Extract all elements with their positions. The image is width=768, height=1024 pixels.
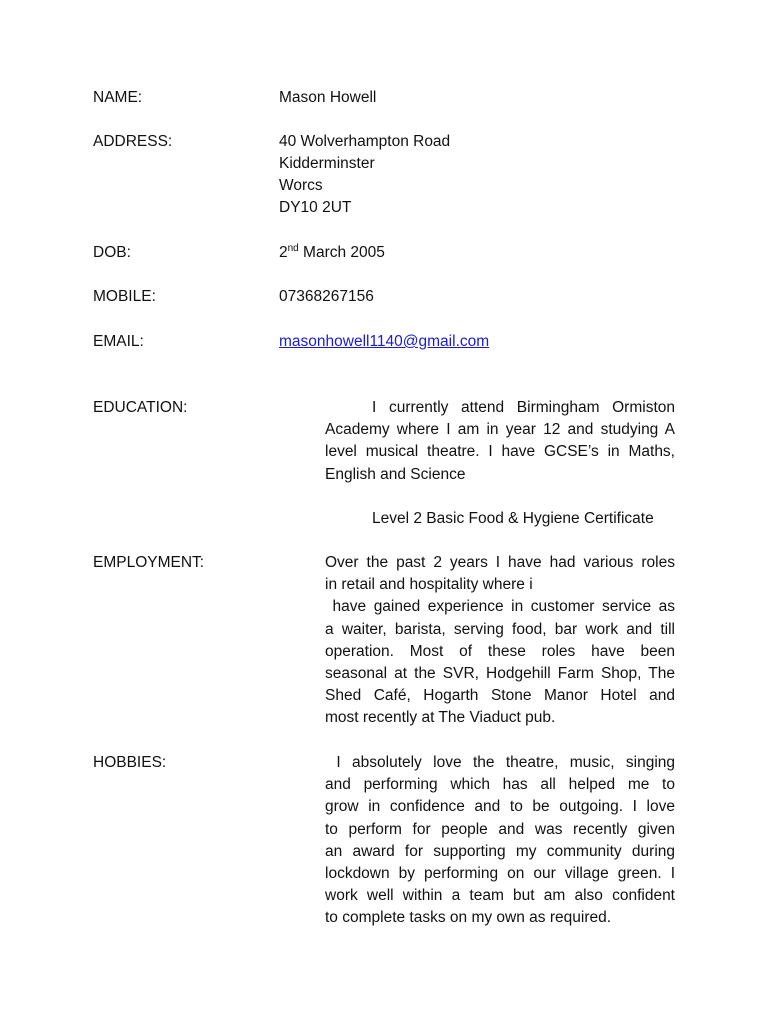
hobbies-label: HOBBIES:	[93, 754, 167, 771]
hobbies-line: lockdown by performing on our village green. I	[325, 864, 675, 882]
employment-line: in retail and hospitality where i	[325, 576, 533, 594]
employment-line: have gained experience in customer service as	[325, 598, 675, 616]
education-certificate: Level 2 Basic Food & Hygiene Certificate	[372, 510, 654, 527]
dob-label: DOB:	[93, 244, 131, 261]
hobbies-line: to complete tasks on my own as required.	[325, 909, 612, 927]
dob-suffix: nd	[287, 242, 299, 254]
hobbies-line: I absolutely love the theatre, music, singing	[325, 754, 675, 771]
mobile-value: 07368267156	[279, 288, 374, 305]
employment-line: operation. Most of these roles have been	[325, 642, 675, 660]
address-line: 40 Wolverhampton Road	[279, 133, 451, 150]
email-label: EMAIL:	[93, 333, 144, 350]
hobbies-line: grow in confidence and to be outgoing. I love	[325, 798, 675, 816]
employment-label: EMPLOYMENT:	[93, 554, 205, 571]
hobbies-line: work well within a team but am also confident	[325, 887, 675, 905]
email-value	[279, 331, 489, 353]
employment-line: most recently at The Viaduct pub.	[325, 709, 556, 727]
name-value: Mason Howell	[279, 89, 377, 106]
dob-rest: March 2005	[298, 244, 385, 261]
employment-line: a waiter, barista, serving food, bar work and till	[325, 620, 675, 638]
employment-line: Shed Café, Hogarth Stone Manor Hotel and	[325, 687, 675, 705]
hobbies-line: an award for supporting my community during	[325, 842, 675, 860]
dob-day: 2	[279, 244, 288, 261]
education-text	[325, 397, 675, 486]
employment-line: seasonal at the SVR, Hodgehill Farm Shop, The	[325, 664, 675, 682]
dob-value	[279, 242, 385, 264]
education-line: level musical theatre. I have GCSE’s in Maths,	[325, 443, 675, 461]
address-label: ADDRESS:	[93, 133, 173, 150]
address-line: Worcs	[279, 177, 323, 194]
hobbies-text	[325, 752, 675, 930]
address-line: Kidderminster	[279, 155, 375, 172]
hobbies-line: and performing which has all helped me to	[325, 776, 675, 794]
employment-text	[325, 552, 675, 730]
email-link[interactable]: masonhowell1140@gmail.com	[279, 333, 490, 350]
employment-line: Over the past 2 years I have had various roles	[325, 554, 675, 571]
education-line: English and Science	[325, 465, 466, 483]
name-label: NAME:	[93, 89, 143, 106]
education-line: Academy where I am in year 12 and studying A	[325, 421, 675, 439]
education-line: I currently attend Birmingham Ormiston	[372, 399, 675, 416]
education-label: EDUCATION:	[93, 399, 188, 416]
mobile-label: MOBILE:	[93, 288, 156, 305]
address-value	[279, 131, 450, 219]
address-line: DY10 2UT	[279, 199, 352, 216]
hobbies-line: to perform for people and was recently given	[325, 820, 675, 838]
